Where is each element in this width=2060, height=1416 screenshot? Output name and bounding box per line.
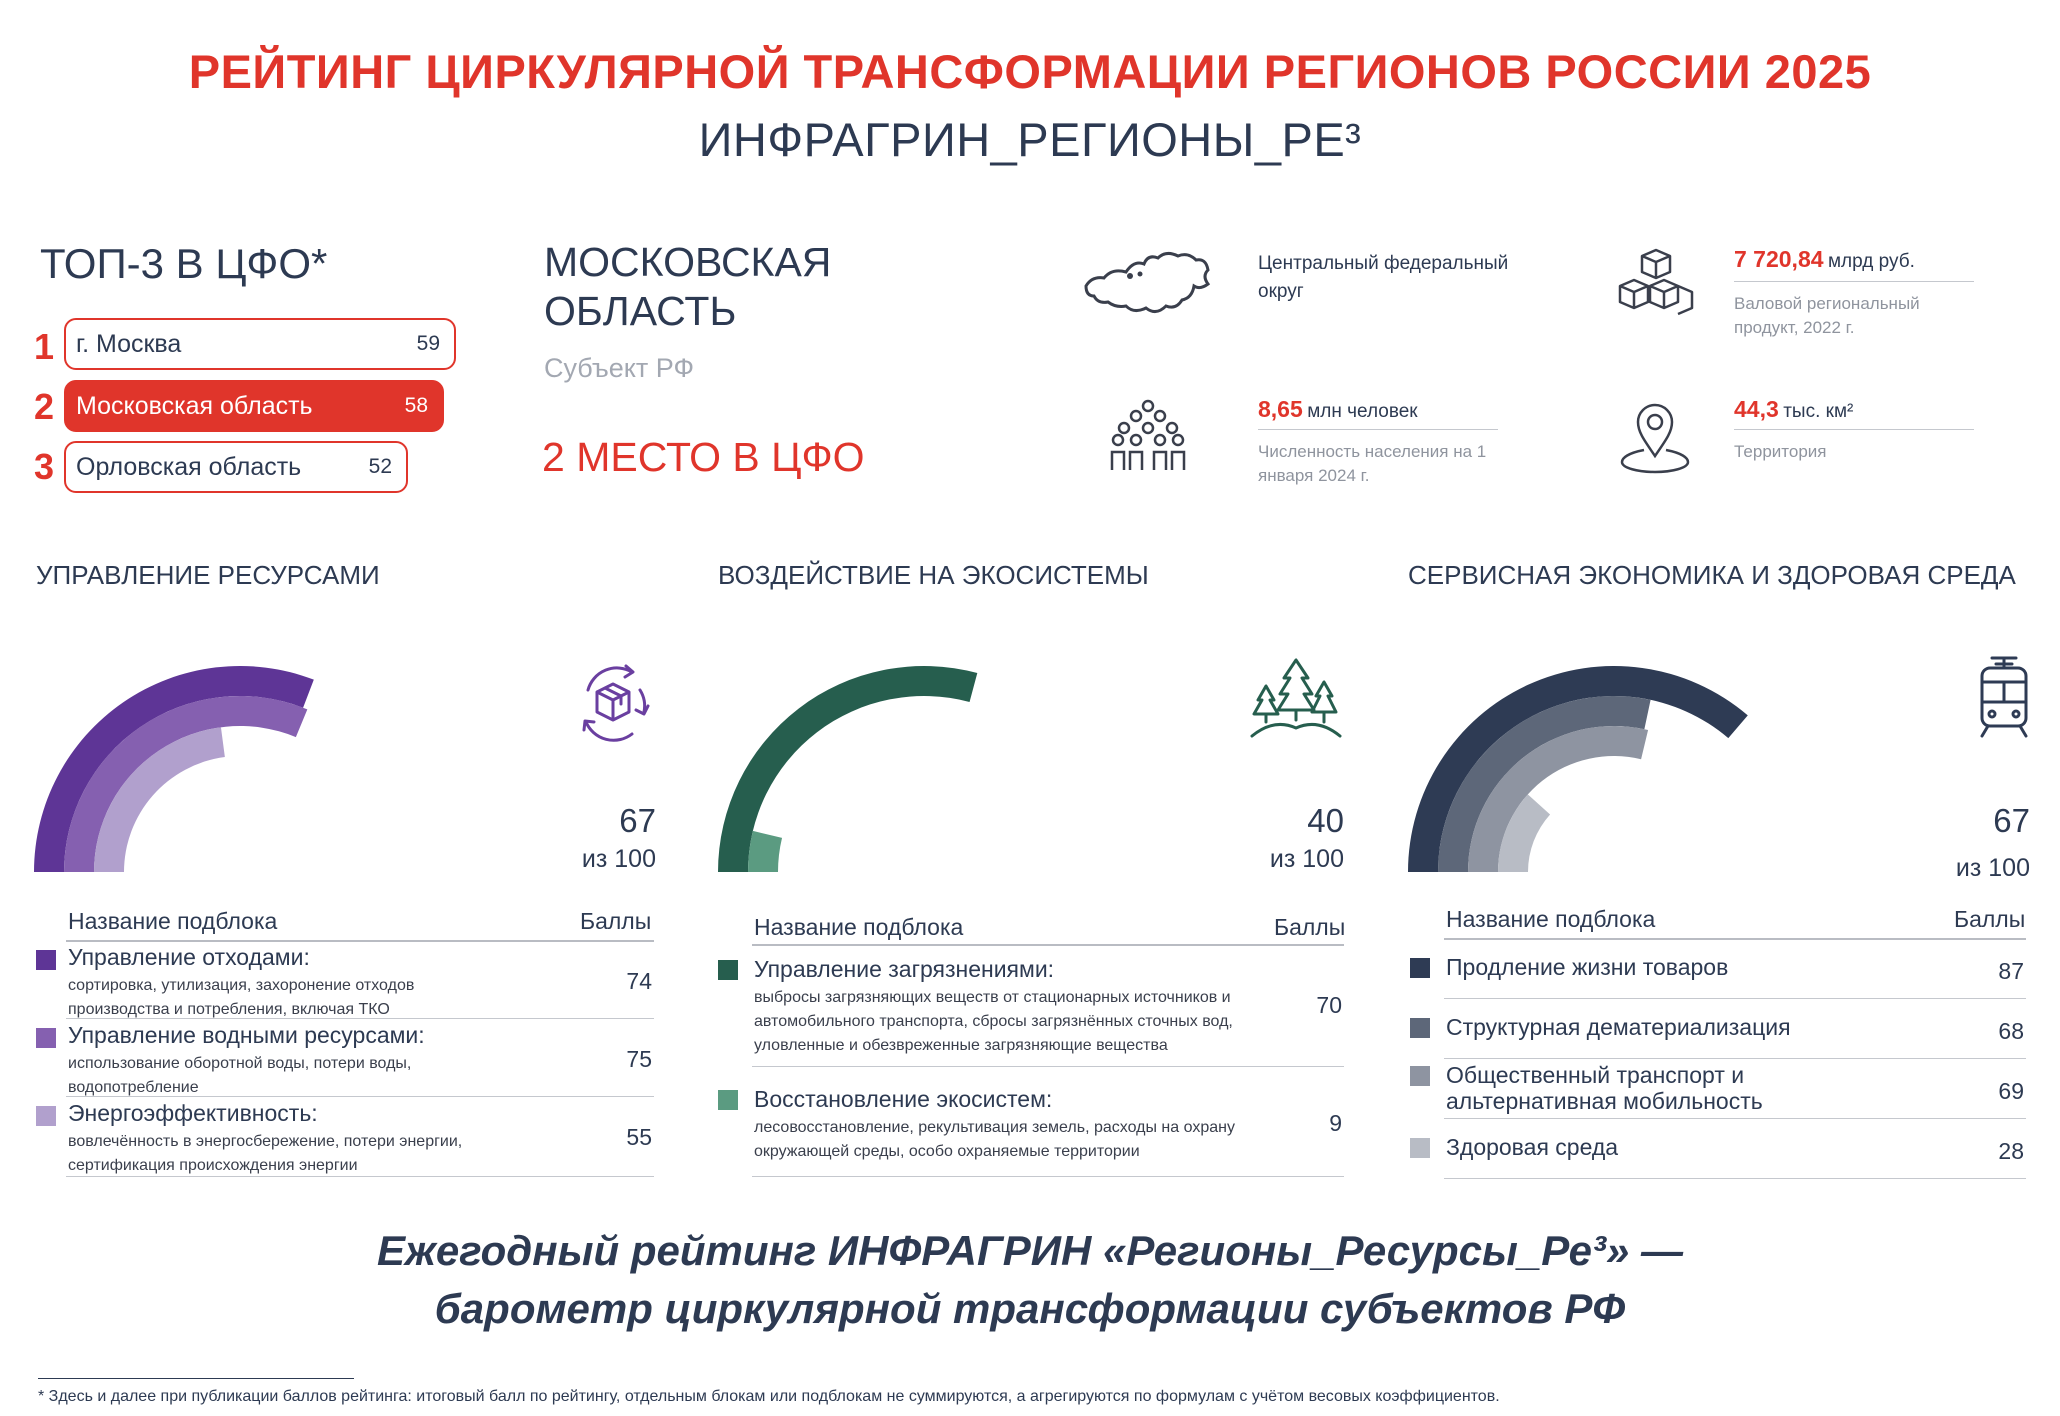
area-unit: тыс. км² — [1783, 401, 1854, 422]
subblock-score: 87 — [1998, 958, 2024, 984]
table-header-line — [752, 944, 1344, 946]
region-place: 2 МЕСТО В ЦФО — [542, 434, 865, 480]
location-pin-icon — [1618, 400, 1692, 474]
table-header-name: Название подблока — [1446, 906, 1656, 932]
footnote-divider — [38, 1378, 354, 1379]
table-row-line — [752, 1176, 1344, 1177]
legend-swatch — [36, 1028, 56, 1048]
subblock-score: 75 — [626, 1046, 652, 1072]
grp-unit: млрд руб. — [1827, 251, 1915, 272]
slogan-line-1: Ежегодный рейтинг ИНФРАГРИН «Регионы_Ресурсы_Ре³» — — [376, 1227, 1684, 1274]
subblock-name: Здоровая среда — [1446, 1134, 1619, 1160]
score-service: 67 — [1993, 802, 2030, 839]
legend-swatch — [1410, 1138, 1430, 1158]
table-header-score: Баллы — [1274, 914, 1346, 940]
section-title-eco: ВОЗДЕЙСТВИЕ НА ЭКОСИСТЕМЫ — [718, 560, 1149, 590]
area-stat — [1734, 396, 1853, 423]
area-caption: Территория — [1734, 442, 1827, 461]
subblock-score: 68 — [1998, 1018, 2024, 1044]
grp-caption: Валовой региональный продукт, 2022 г. — [1734, 294, 1920, 337]
table-header-line — [1444, 938, 2026, 940]
rank-number: 3 — [34, 446, 55, 487]
region-type: Субъект РФ — [544, 353, 694, 383]
population-icon — [1110, 398, 1186, 472]
area-value: 44,3 — [1734, 396, 1779, 422]
subblock-name: Общественный транспорт и альтернативная мобильность — [1446, 1062, 1763, 1115]
table-header-score: Баллы — [1954, 906, 2026, 932]
rank-item-score: 59 — [416, 332, 440, 355]
page-subtitle: ИНФРАГРИН_РЕГИОНЫ_РЕ³ — [698, 113, 1362, 166]
page-title: РЕЙТИНГ ЦИРКУЛЯРНОЙ ТРАНСФОРМАЦИИ РЕГИОНОВ РОССИИ 2025 — [188, 45, 1872, 98]
rank-item-score: 52 — [368, 455, 392, 478]
footnote: * Здесь и далее при публикации баллов рейтинга: итоговый балл по рейтингу, отдельным блокам или подблокам не суммируются, а агрегируются по формулам с учётом весовых коэффициентов. — [38, 1388, 1500, 1405]
rank-item-moscow-oblast[interactable] — [64, 380, 444, 432]
tram-icon — [1978, 654, 2030, 738]
subblock-desc: выбросы загрязняющих веществ от стационарных источников и автомобильного транспорта, сбросы загрязнённых сточных вод, уловленные и обезвреженные загрязняющие вещества — [754, 989, 1233, 1054]
district-label: Центральный федеральный округ — [1258, 253, 1509, 302]
russia-map-icon — [1082, 246, 1214, 322]
legend-swatch — [1410, 1066, 1430, 1086]
population-stat — [1258, 396, 1418, 423]
divider — [1734, 281, 1974, 282]
rank-number: 2 — [34, 386, 55, 427]
table-row-line — [1444, 1118, 2026, 1119]
gauge-arc-2 — [1438, 696, 1651, 872]
score-resources-of: из 100 — [581, 845, 656, 873]
table-header-score: Баллы — [580, 908, 652, 934]
subblock-score: 70 — [1316, 992, 1342, 1018]
subblock-name: Управление отходами: — [68, 944, 310, 970]
slogan-line-2: барометр циркулярной трансформации субъектов РФ — [434, 1285, 1626, 1332]
table-row-line — [1444, 1178, 2026, 1179]
divider — [1258, 429, 1498, 430]
legend-swatch — [718, 1090, 738, 1110]
forest-icon — [1250, 656, 1342, 740]
table-header-line — [66, 940, 654, 942]
legend-swatch — [1410, 1018, 1430, 1038]
subblock-score: 55 — [626, 1124, 652, 1150]
score-resources: 67 — [619, 802, 656, 839]
table-row-line — [1444, 998, 2026, 999]
rank-number: 1 — [34, 326, 55, 367]
rank-item-moscow[interactable] — [64, 318, 456, 370]
legend-swatch — [1410, 958, 1430, 978]
population-caption: Численность населения на 1 января 2024 г. — [1258, 442, 1487, 485]
subblock-name: Энергоэффективность: — [68, 1100, 318, 1126]
subblock-score: 74 — [626, 968, 652, 994]
subblock-desc: вовлечённость в энергосбережение, потери энергии, сертификация происхождения энергии — [68, 1133, 463, 1174]
gauge-resources — [30, 650, 450, 880]
legend-swatch — [36, 950, 56, 970]
table-header-name: Название подблока — [754, 914, 964, 940]
score-service-of: из 100 — [1955, 854, 2030, 882]
subblock-desc: лесовосстановление, рекультивация земель, расходы на охрану окружающей среды, особо охраняемые территории — [754, 1119, 1235, 1160]
table-row-line — [66, 1176, 654, 1177]
grp-value: 7 720,84 — [1734, 246, 1824, 272]
top3-title: ТОП-3 В ЦФО* — [40, 240, 328, 287]
table-header-name: Название подблока — [68, 908, 278, 934]
section-title-resources: УПРАВЛЕНИЕ РЕСУРСАМИ — [36, 560, 380, 590]
section-title-service: СЕРВИСНАЯ ЭКОНОМИКА И ЗДОРОВАЯ СРЕДА — [1408, 560, 2016, 590]
score-eco-of: из 100 — [1269, 845, 1344, 873]
recycle-box-icon — [570, 660, 656, 746]
table-row-line — [1444, 1058, 2026, 1059]
cubes-icon — [1616, 246, 1696, 322]
table-row-line — [66, 1096, 654, 1097]
subblock-name: Управление загрязнениями: — [754, 956, 1055, 982]
region-name: МОСКОВСКАЯ ОБЛАСТЬ — [544, 239, 832, 335]
rank-item-score: 58 — [404, 394, 428, 417]
subblock-name: Восстановление экосистем: — [754, 1086, 1053, 1112]
subblock-name: Управление водными ресурсами: — [68, 1022, 425, 1048]
rank-item-name: г. Москва — [76, 329, 182, 358]
population-unit: млн человек — [1307, 401, 1418, 422]
subblock-name: Структурная дематериализация — [1446, 1014, 1791, 1040]
rank-item-name: Орловская область — [76, 452, 302, 481]
rank-item-name: Московская область — [76, 391, 313, 420]
gauge-service — [1404, 650, 1824, 880]
divider — [1734, 429, 1974, 430]
score-eco: 40 — [1307, 802, 1344, 839]
legend-swatch — [718, 960, 738, 980]
gauge-arc-2 — [748, 831, 782, 872]
grp-stat — [1734, 246, 1915, 273]
subblock-desc: использование оборотной воды, потери воды, водопотребление — [68, 1055, 412, 1096]
table-row-line — [66, 1018, 654, 1019]
population-value: 8,65 — [1258, 396, 1303, 422]
subblock-score: 69 — [1998, 1078, 2024, 1104]
legend-swatch — [36, 1106, 56, 1126]
gauge-eco — [714, 650, 1134, 880]
subblock-score: 9 — [1329, 1110, 1342, 1136]
subblock-desc: сортировка, утилизация, захоронение отходов производства и потребления, включая ТКО — [68, 977, 415, 1018]
table-row-line — [752, 1066, 1344, 1067]
subblock-name: Продление жизни товаров — [1446, 954, 1729, 980]
subblock-score: 28 — [1998, 1138, 2024, 1164]
rank-item-orel-oblast[interactable] — [64, 441, 408, 493]
